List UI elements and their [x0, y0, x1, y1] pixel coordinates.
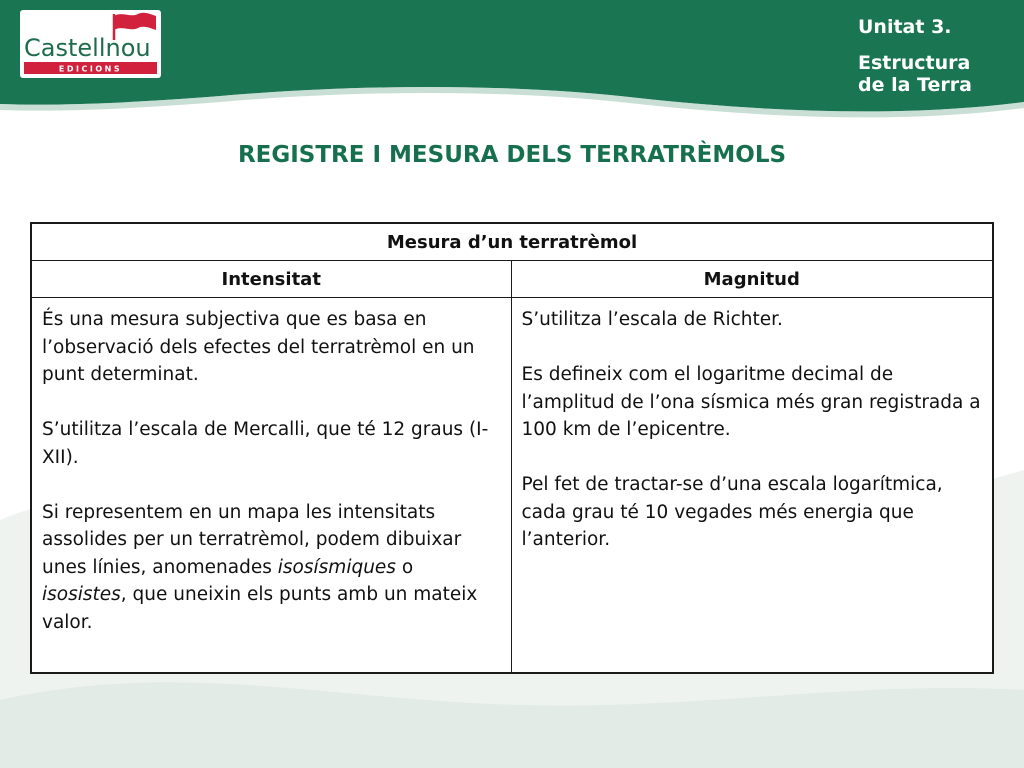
term-isosistes: isosistes	[42, 584, 121, 605]
logo-flag-icon	[114, 13, 156, 30]
column-header-intensity: Intensitat	[31, 261, 511, 298]
intensity-p3-end: , que uneixin els punts amb un mateix valor.	[42, 584, 478, 633]
term-isosismiques: isosísmiques	[277, 556, 396, 578]
page-title: REGISTRE I MESURA DELS TERRATRÈMOLS	[237, 142, 787, 168]
logo-brand-text: Castellnou	[24, 34, 151, 62]
magnitude-cell	[511, 298, 993, 674]
column-header-magnitude: Magnitud	[511, 261, 993, 298]
magnitude-paragraph-1: S’utilitza l’escala de Richter.	[521, 309, 783, 330]
table-header-row	[31, 261, 993, 298]
logo-sub-text: EDICIONS	[58, 64, 123, 74]
unit-label: Unitat 3.	[858, 16, 952, 38]
measure-table	[30, 222, 994, 674]
unit-title-line2: de la Terra	[858, 74, 972, 96]
intensity-p3-text: Si representem en un mapa les intensitats assolides per un terratrèmol, podem dibuixar unes línies, anomenades	[42, 501, 462, 578]
table-caption-row	[31, 223, 993, 261]
magnitude-paragraph-3: Pel fet de tractar-se d’una escala logarítmica, cada grau té 10 vegades més energia que l’anterior.	[521, 474, 943, 550]
unit-title-line1: Estructura	[858, 52, 971, 74]
castellnou-logo	[18, 8, 163, 80]
intensity-p3-join: o	[395, 556, 414, 578]
intensity-paragraph-1: És una mesura subjectiva que es basa en l’observació dels efectes del terratrèmol en un punt determinat.	[42, 309, 475, 385]
magnitude-paragraph-2: Es defineix com el logaritme decimal de l’amplitud de l’ona sísmica més gran registrada a 100 km de l’epicentre.	[521, 364, 981, 440]
intensity-paragraph-2: S’utilitza l’escala de Mercalli, que té 12 graus (I-XII).	[42, 419, 489, 468]
table-caption: Mesura d’un terratrèmol	[31, 223, 993, 261]
intensity-paragraph-3	[42, 499, 501, 637]
unit-title	[858, 52, 972, 96]
intensity-cell	[31, 298, 511, 674]
table-body-row	[31, 298, 993, 674]
